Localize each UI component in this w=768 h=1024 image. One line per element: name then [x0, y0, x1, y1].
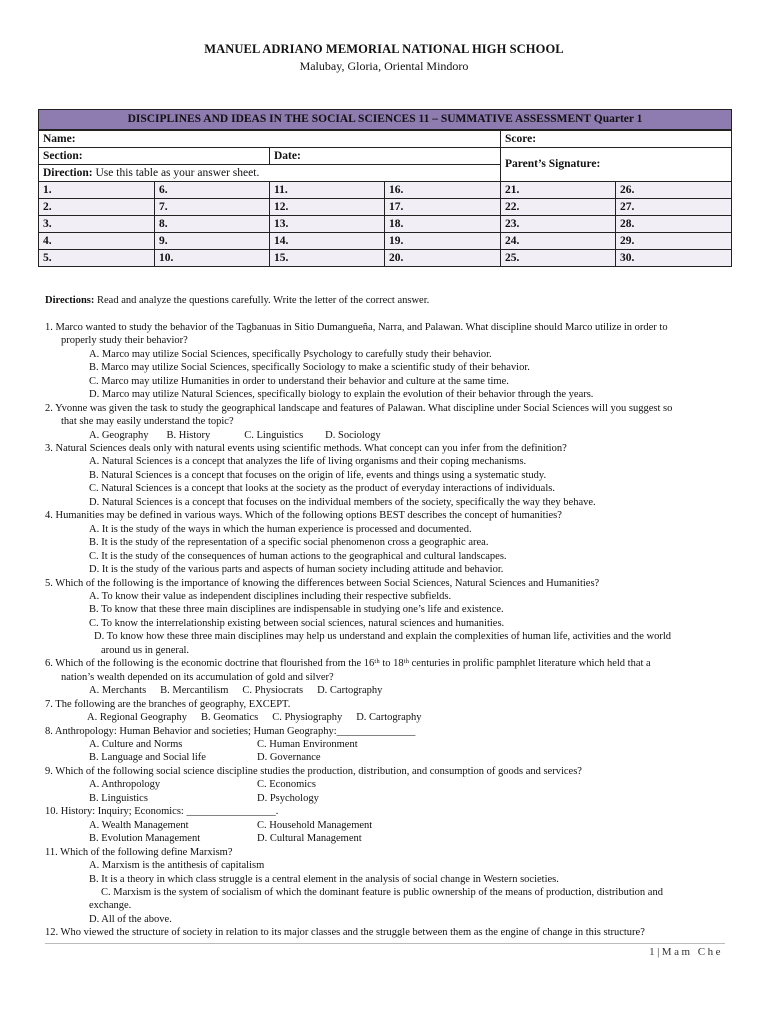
- question-7-option-d: D. Cartography: [356, 712, 422, 724]
- answer-cell[interactable]: 15.: [270, 250, 385, 267]
- answer-cell[interactable]: 21.: [501, 182, 616, 199]
- footer-author: Mam Che: [661, 946, 723, 958]
- question-9-option-b: B. Linguistics: [89, 792, 148, 804]
- section-field[interactable]: Section:: [39, 148, 270, 165]
- answer-cell[interactable]: 23.: [501, 216, 616, 233]
- question-4-option-b: B. It is the study of the representation of a specific social phenomenon cross a geographic area.: [89, 537, 489, 549]
- question-11-option-d: D. All of the above.: [89, 913, 172, 925]
- question-10-option-b: B. Evolution Management: [89, 833, 201, 845]
- answer-row: [39, 233, 732, 250]
- answer-row: [39, 250, 732, 267]
- question-7-option-b: B. Geomatics: [201, 712, 259, 724]
- score-field[interactable]: Score:: [501, 130, 732, 148]
- answer-cell[interactable]: 9.: [155, 233, 270, 250]
- direction-text: Use this table as your answer sheet.: [92, 166, 260, 179]
- assessment-title: DISCIPLINES AND IDEAS IN THE SOCIAL SCIENCES 11 – SUMMATIVE ASSESSMENT Quarter 1: [39, 110, 732, 131]
- question-3-option-a: A. Natural Sciences is a concept that analyzes the life of living organisms and their coping mechanisms.: [89, 456, 527, 468]
- question-2-option-c: C. Linguistics: [244, 429, 304, 441]
- question-7-stem: 7. The following are the branches of geography, EXCEPT.: [45, 698, 291, 710]
- question-6-option-d: D. Cartography: [317, 685, 383, 697]
- question-5-option-d-cont: around us in general.: [101, 644, 190, 656]
- answer-sheet-table: [38, 109, 732, 267]
- question-4-option-c: C. It is the study of the consequences of human actions to the geographical and cultural landscapes.: [89, 550, 507, 562]
- school-name: MANUEL ADRIANO MEMORIAL NATIONAL HIGH SCHOOL: [204, 42, 564, 56]
- question-10-options-row2: [45, 832, 725, 845]
- parent-signature-field[interactable]: Parent’s Signature:: [501, 148, 732, 182]
- answer-cell[interactable]: 17.: [385, 199, 501, 216]
- answer-cell[interactable]: 27.: [616, 199, 732, 216]
- question-5-option-d: D. To know how these three main disciplines may help us understand and explain the complexities of human life, activities and the world: [94, 631, 672, 643]
- question-6-option-b: B. Mercantilism: [160, 685, 229, 697]
- question-8-option-c: C. Human Environment: [257, 739, 358, 750]
- answer-cell[interactable]: 20.: [385, 250, 501, 267]
- directions-text: Read and analyze the questions carefully. Write the letter of the correct answer.: [94, 295, 430, 306]
- direction-row: [39, 165, 501, 182]
- question-7-option-c: C. Physiography: [272, 712, 343, 724]
- answer-cell[interactable]: 8.: [155, 216, 270, 233]
- question-1-option-d: D. Marco may utilize Natural Sciences, specifically biology to explain the evolution of their behavior through the years.: [89, 389, 594, 401]
- answer-cell[interactable]: 5.: [39, 250, 155, 267]
- footer-divider: [45, 943, 725, 944]
- questions-body: [45, 294, 725, 940]
- question-11-option-b: B. It is a theory in which class struggle is a central element in the analysis of social change in Western societies.: [89, 873, 559, 885]
- directions-label: Directions:: [45, 295, 95, 306]
- answer-cell[interactable]: 26.: [616, 182, 732, 199]
- question-5-option-c: C. To know the interrelationship existing between social sciences, natural sciences and humanities.: [89, 617, 505, 629]
- question-3-option-d: D. Natural Sciences is a concept that focuses on the individual members of the society, specifically the way they behave.: [89, 496, 596, 508]
- question-3-option-b: B. Natural Sciences is a concept that focuses on the origin of life, events and things using a systematic study.: [89, 469, 547, 481]
- question-9-option-d: D. Psychology: [257, 792, 319, 804]
- question-11-option-c: C. Marxism is the system of socialism of which the dominant feature is public ownership of the means of production, distribution and: [101, 886, 663, 898]
- question-6-stem-cont: nation’s wealth depended on its accumulation of gold and silver?: [61, 671, 334, 683]
- question-5-option-a: A. To know their value as independent disciplines including their respective subfields.: [89, 591, 452, 603]
- question-11-option-a: A. Marxism is the antithesis of capitalism: [89, 860, 265, 872]
- question-8-option-d: D. Governance: [257, 752, 321, 764]
- school-address: Malubay, Gloria, Oriental Mindoro: [299, 59, 469, 73]
- question-1-option-c: C. Marco may utilize Humanities in order to understand their behavior and culture at the same time.: [89, 375, 509, 387]
- page-footer: [649, 946, 723, 958]
- question-9-option-a: A. Anthropology: [89, 779, 161, 791]
- question-1-stem-cont: properly study their behavior?: [61, 335, 188, 347]
- question-4-stem: 4. Humanities may be defined in various ways. Which of the following options BEST describes the concept of humanities?: [45, 510, 562, 522]
- question-10-options-row1: [45, 819, 725, 832]
- question-2-stem: 2. Yvonne was given the task to study the geographical landscape and features of Palawan. What discipline under Social Sciences will you suggest so: [45, 402, 673, 414]
- question-10-option-a: A. Wealth Management: [89, 819, 189, 831]
- question-5-stem: 5. Which of the following is the importance of knowing the differences between Social Sciences, Natural Sciences and Humanities?: [45, 577, 600, 589]
- date-field[interactable]: Date:: [270, 148, 501, 165]
- question-1-option-a: A. Marco may utilize Social Sciences, specifically Psychology to carefully study their behavior.: [89, 348, 492, 360]
- answer-cell[interactable]: 11.: [270, 182, 385, 199]
- answer-cell[interactable]: 13.: [270, 216, 385, 233]
- question-8-options-row1: [45, 738, 725, 751]
- question-8-options-row2: [45, 751, 725, 764]
- question-10-option-d: D. Cultural Management: [257, 833, 362, 845]
- answer-cell[interactable]: 2.: [39, 199, 155, 216]
- direction-label: Direction:: [43, 166, 93, 179]
- question-11-option-c-cont: exchange.: [89, 900, 132, 912]
- question-10-option-c: C. Household Management: [257, 819, 373, 831]
- answer-cell[interactable]: 19.: [385, 233, 501, 250]
- answer-cell[interactable]: 22.: [501, 199, 616, 216]
- answer-cell[interactable]: 7.: [155, 199, 270, 216]
- question-9-option-c: C. Economics: [257, 779, 316, 791]
- question-2-option-d: D. Sociology: [325, 429, 381, 441]
- answer-cell[interactable]: 4.: [39, 233, 155, 250]
- answer-cell[interactable]: 10.: [155, 250, 270, 267]
- answer-cell[interactable]: 30.: [616, 250, 732, 267]
- answer-cell[interactable]: 6.: [155, 182, 270, 199]
- answer-cell[interactable]: 25.: [501, 250, 616, 267]
- answer-cell[interactable]: 12.: [270, 199, 385, 216]
- answer-row: [39, 199, 732, 216]
- directions: [45, 294, 725, 307]
- question-7-option-a: A. Regional Geography: [87, 712, 188, 724]
- answer-cell[interactable]: 18.: [385, 216, 501, 233]
- question-5-option-b: B. To know that these three main disciplines are indispensable in studying one’s life and existence.: [89, 604, 504, 616]
- question-8-option-b: B. Language and Social life: [89, 752, 206, 764]
- question-8-option-a: A. Culture and Norms: [89, 739, 183, 750]
- question-2-option-a: A. Geography: [89, 429, 149, 441]
- question-2-options: [45, 429, 725, 442]
- answer-row: [39, 216, 732, 233]
- question-6-option-a: A. Merchants: [89, 685, 147, 697]
- question-9-stem: 9. Which of the following social science discipline studies the production, distribution, and consumption of goods and services?: [45, 765, 582, 777]
- question-10-stem: 10. History: Inquiry; Economics: _________________.: [45, 806, 279, 818]
- question-1-stem: 1. Marco wanted to study the behavior of the Tagbanuas in Sitio Dumangueña, Narra, and Palawan. What discipline should Marco utilize in order to: [45, 321, 668, 333]
- page-number: 1: [649, 946, 658, 958]
- question-7-options: [45, 711, 725, 724]
- question-11-stem: 11. Which of the following define Marxism?: [45, 846, 233, 858]
- name-field[interactable]: Name:: [39, 130, 501, 148]
- question-4-option-a: A. It is the study of the ways in which the human experience is processed and documented.: [89, 523, 472, 535]
- question-6-option-c: C. Physiocrats: [242, 685, 304, 697]
- answer-cell[interactable]: 14.: [270, 233, 385, 250]
- question-6-stem: 6. Which of the following is the economic doctrine that flourished from the 16ᵗʰ to 18ᵗʰ centuries in prolific pamphlet literature which held that a: [45, 658, 651, 670]
- answer-cell[interactable]: 24.: [501, 233, 616, 250]
- question-1-option-b: B. Marco may utilize Social Sciences, specifically Sociology to make a scientific study of their behavior.: [89, 362, 530, 374]
- question-2-stem-cont: that she may easily understand the topic?: [61, 416, 234, 428]
- question-8-stem: 8. Anthropology: Human Behavior and societies; Human Geography:_______________: [45, 725, 416, 737]
- answer-cell[interactable]: 28.: [616, 216, 732, 233]
- answer-cell[interactable]: 29.: [616, 233, 732, 250]
- answer-cell[interactable]: 1.: [39, 182, 155, 199]
- question-4-option-d: D. It is the study of the various parts and aspects of human society including attitude and behavior.: [89, 564, 504, 576]
- question-12-stem: 12. Who viewed the structure of society in relation to its major classes and the struggle between them as the engine of change in this structure?: [45, 927, 645, 939]
- question-6-options: [45, 684, 725, 697]
- question-3-option-c: C. Natural Sciences is a concept that looks at the society as the product of everyday interactions of individuals.: [89, 483, 555, 495]
- question-2-option-b: B. History: [166, 429, 211, 441]
- answer-cell[interactable]: 3.: [39, 216, 155, 233]
- answer-row: [39, 182, 732, 199]
- question-9-options-row2: [45, 792, 725, 805]
- question-3-stem: 3. Natural Sciences deals only with natural events using scientific methods. What concept can you infer from the definition?: [45, 443, 567, 455]
- footer-separator: |: [657, 946, 662, 958]
- question-9-options-row1: [45, 778, 725, 791]
- answer-cell[interactable]: 16.: [385, 182, 501, 199]
